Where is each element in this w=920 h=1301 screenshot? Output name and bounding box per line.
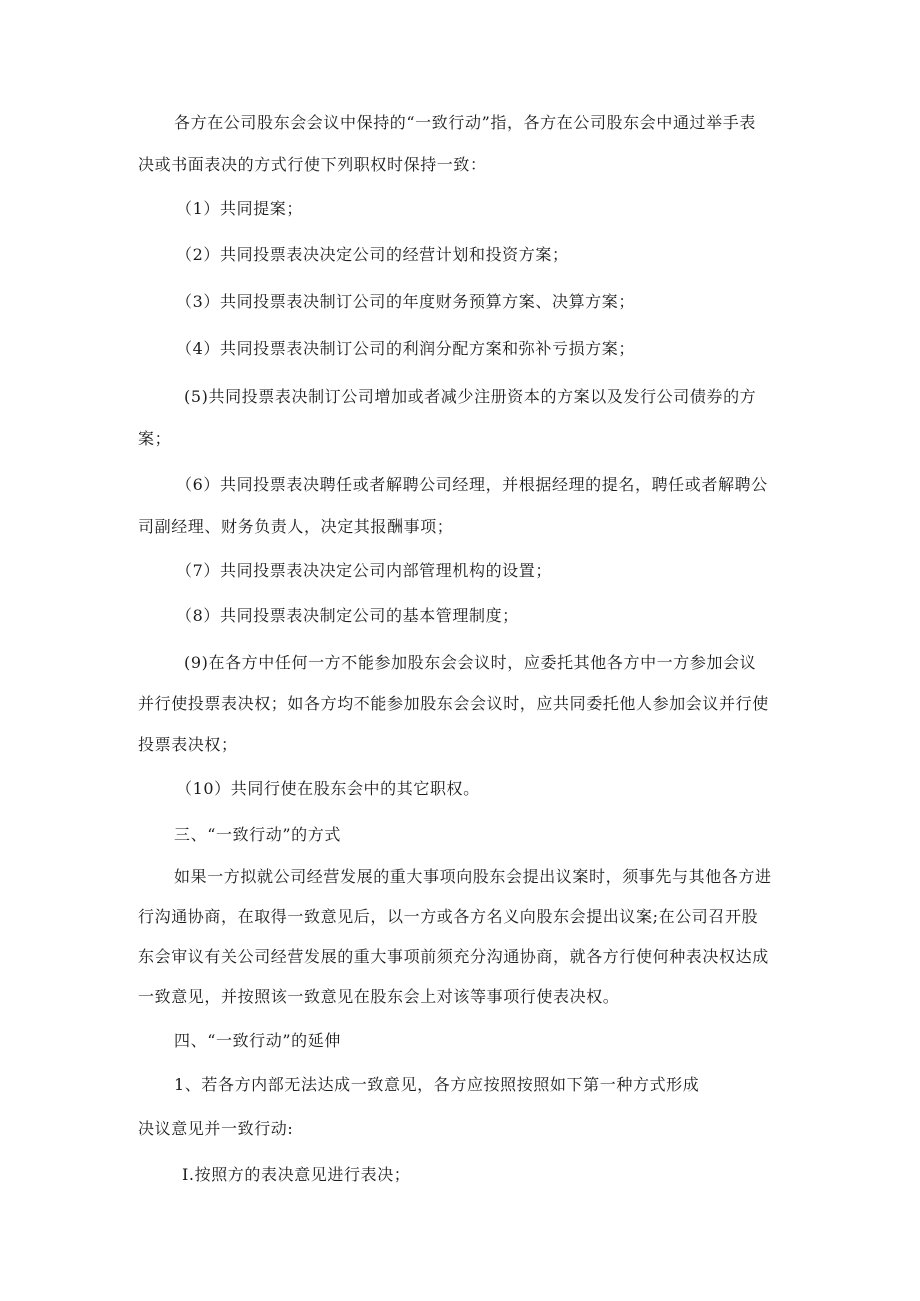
item-6-line-1: （6）共同投票表决聘任或者解聘公司经理，并根据经理的提名，聘任或者解聘公 xyxy=(176,475,768,494)
item-9-line-1: (9)在各方中任何一方不能参加股东会会议时，应委托其他各方中一方参加会议 xyxy=(184,653,757,672)
item-8: （8）共同投票表决制定公司的基本管理制度； xyxy=(176,606,519,625)
item-5-line-1: (5)共同投票表决制订公司增加或者减少注册资本的方案以及发行公司债券的方 xyxy=(184,387,757,406)
para-4-line-1: 1、若各方内部无法达成一致意见，各方应按照按照如下第一种方式形成 xyxy=(174,1075,700,1094)
section-4-heading: 四、“一致行动”的延伸 xyxy=(174,1031,341,1050)
para-3-line-3: 东会审议有关公司经营发展的重大事项前须充分沟通协商，就各方行使何种表决权达成 xyxy=(138,947,769,966)
item-1: （1）共同提案； xyxy=(176,199,303,218)
para-4-line-2: 决议意见并一致行动: xyxy=(138,1119,294,1138)
item-2: （2）共同投票表决决定公司的经营计划和投资方案； xyxy=(176,245,569,264)
item-3: （3）共同投票表决制订公司的年度财务预算方案、决算方案； xyxy=(176,292,635,311)
item-10: （10）共同行使在股东会中的其它职权。 xyxy=(176,779,480,798)
para-3-line-1: 如果一方拟就公司经营发展的重大事项向股东会提出议案时，须事先与其他各方进 xyxy=(174,867,772,886)
item-6-line-2: 司副经理、财务负责人，决定其报酬事项； xyxy=(138,517,454,536)
para-1-line-1: 各方在公司股东会会议中保持的“一致行动”指，各方在公司股东会中通过举手表 xyxy=(174,113,756,132)
item-4: （4）共同投票表决制订公司的利润分配方案和弥补亏损方案； xyxy=(176,339,635,358)
item-9-line-2: 并行使投票表决权；如各方均不能参加股东会会议时，应共同委托他人参加会议并行使 xyxy=(138,694,769,713)
para-1-line-2: 决或书面表决的方式行使下列职权时保持一致： xyxy=(138,155,487,174)
item-5-line-2: 案； xyxy=(138,429,172,448)
section-3-heading: 三、“一致行动”的方式 xyxy=(174,825,341,844)
sub-item-i: I.按照方的表决意见进行表决； xyxy=(182,1165,411,1184)
item-9-line-3: 投票表决权； xyxy=(138,735,238,754)
para-3-line-4: 一致意见，并按照该一致意见在股东会上对该等事项行使表决权。 xyxy=(138,987,620,1006)
item-7: （7）共同投票表决决定公司内部管理机构的设置； xyxy=(176,561,552,580)
para-3-line-2: 行沟通协商，在取得一致意见后，以一方或各方名义向股东会提出议案;在公司召开股 xyxy=(138,907,759,926)
